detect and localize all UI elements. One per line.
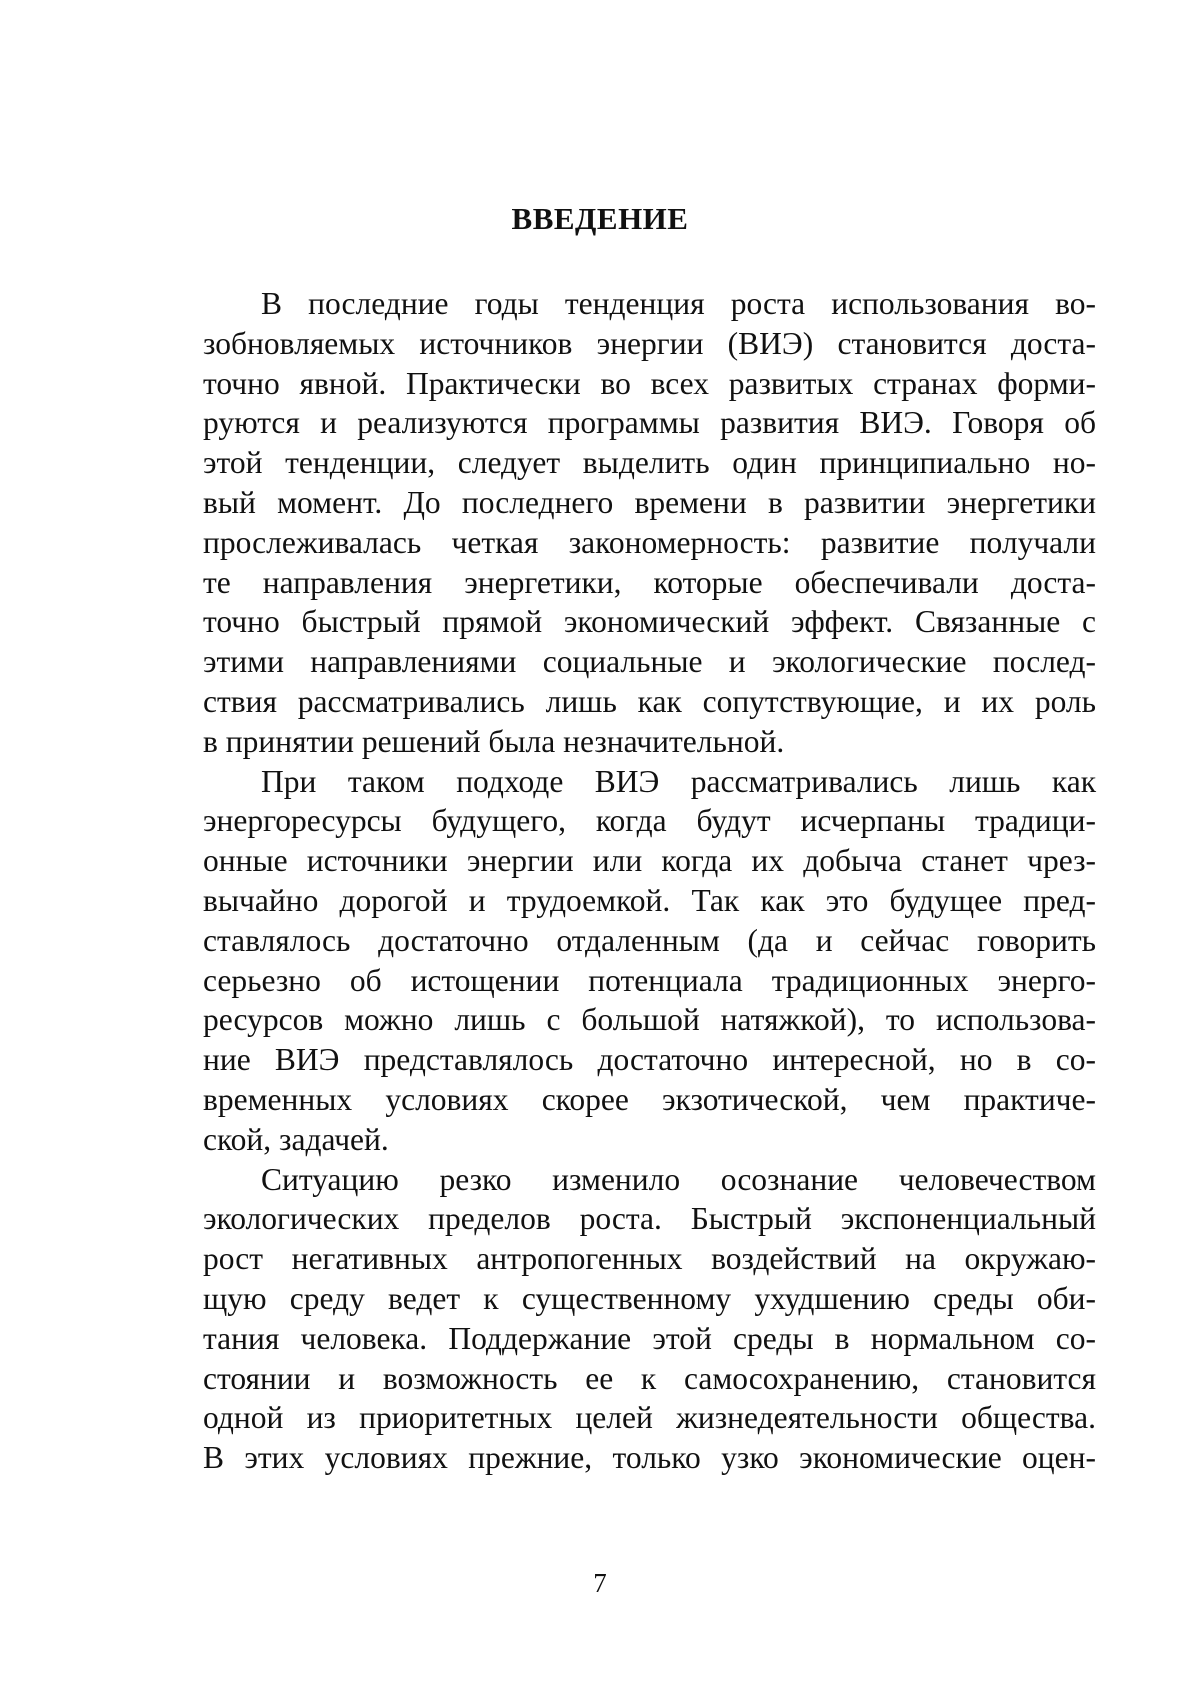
text-line: онные источники энергии или когда их добыча станет чрез- xyxy=(203,843,1096,879)
text-line: руются и реализуются программы развития ВИЭ. Говоря об xyxy=(203,405,1096,441)
text-line: ствия рассматривались лишь как сопутствующие, и их роль xyxy=(203,683,1096,719)
text-line: стоянии и возможность ее к самосохранению, становится xyxy=(203,1360,1096,1396)
text-line: В этих условиях прежние, только узко экономические оцен- xyxy=(203,1440,1096,1476)
text-line: ской, задачей. xyxy=(203,1121,389,1157)
text-line: щую среду ведет к существенному ухудшению среды оби- xyxy=(203,1280,1096,1316)
section-heading: ВВЕДЕНИЕ xyxy=(511,201,689,236)
text-line: одной из приоритетных целей жизнедеятельности общества. xyxy=(203,1400,1096,1436)
text-line: Ситуацию резко изменило осознание человечеством xyxy=(261,1161,1096,1197)
text-line: энергоресурсы будущего, когда будут исчерпаны традици- xyxy=(203,803,1096,839)
text-line: временных условиях скорее экзотической, чем практиче- xyxy=(203,1081,1096,1117)
text-line: тания человека. Поддержание этой среды в нормальном со- xyxy=(203,1320,1096,1356)
text-line: серьезно об истощении потенциала традиционных энерго- xyxy=(203,962,1096,998)
text-line: зобновляемых источников энергии (ВИЭ) становится доста- xyxy=(203,325,1096,361)
text-line: прослеживалась четкая закономерность: развитие получали xyxy=(203,524,1096,560)
body-text xyxy=(203,284,1096,1478)
text-line: В последние годы тенденция роста использования во- xyxy=(261,286,1096,321)
text-line: ставлялось достаточно отдаленным (да и сейчас говорить xyxy=(203,922,1096,958)
text-line: точно явной. Практически во всех развитых странах форми- xyxy=(203,365,1096,401)
text-line: экологических пределов роста. Быстрый экспоненциальный xyxy=(203,1201,1096,1237)
text-line: рост негативных антропогенных воздействий на окружаю- xyxy=(203,1241,1096,1277)
text-line: ние ВИЭ представлялось достаточно интересной, но в со- xyxy=(203,1042,1096,1078)
text-line: в принятии решений была незначительной. xyxy=(203,723,785,759)
text-line: вычайно дорогой и трудоемкой. Так как это будущее пред- xyxy=(203,882,1096,918)
text-line: При таком подходе ВИЭ рассматривались лишь как xyxy=(261,763,1096,799)
text-line: этими направлениями социальные и экологические послед- xyxy=(203,644,1096,680)
text-line: этой тенденции, следует выделить один принципиально но- xyxy=(203,445,1096,481)
text-line: вый момент. До последнего времени в развитии энергетики xyxy=(203,484,1096,520)
text-line: ресурсов можно лишь с большой натяжкой), то использова- xyxy=(203,1002,1096,1038)
text-line: те направления энергетики, которые обеспечивали доста- xyxy=(203,564,1096,600)
page-number: 7 xyxy=(593,1568,607,1598)
text-line: точно быстрый прямой экономический эффект. Связанные с xyxy=(203,604,1096,640)
